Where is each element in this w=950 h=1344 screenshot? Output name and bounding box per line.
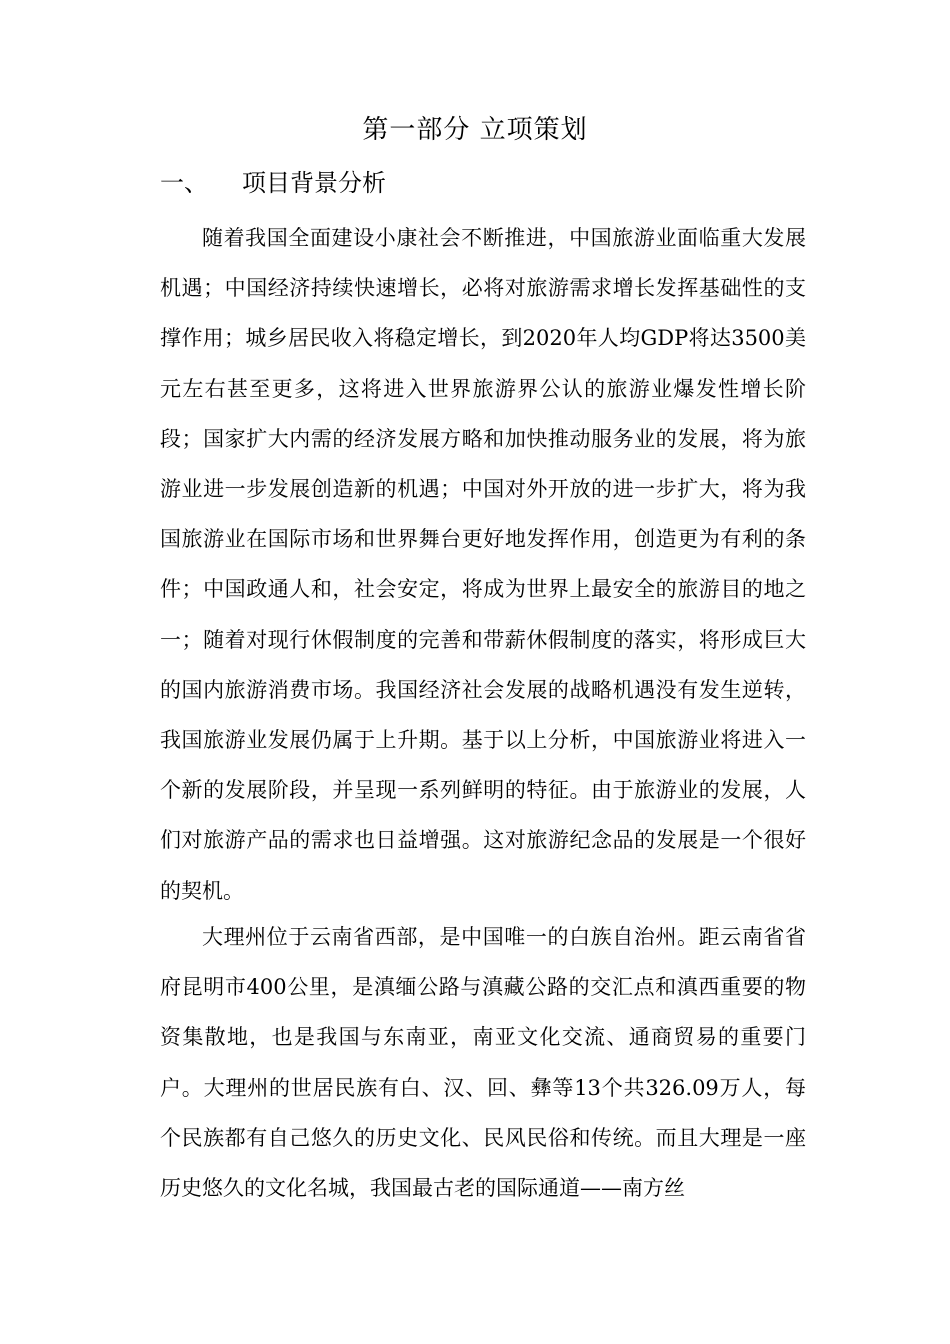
document-title: 第一部分 立项策划 [362,115,588,145]
section-title: 项目背景分析 [242,169,386,197]
section-heading [160,165,386,201]
paragraph-tourism-background: 随着我国全面建设小康社会不断推进，中国旅游业面临重大发展机遇；中国经济持续快速增长，必将对旅游需求增长发挥基础性的支撑作用；城乡居民收入将稳定增长，到2020年人均GDP将达3500美元左右甚至更多，这将进入世界旅游界公认的旅游业爆发性增长阶段；国家扩大内需的经济发展方略和加快推动服务业的发展，将为旅游业进一步发展创造新的机遇；中国对外开放的进一步扩大，将为我国旅游业在国际市场和世界舞台更好地发挥作用，创造更为有利的条件；中国政通人和，社会安定，将成为世界上最安全的旅游目的地之一；随着对现行休假制度的完善和带薪休假制度的落实，将形成巨大的国内旅游消费市场。我国经济社会发展的战略机遇没有发生逆转，我国旅游业发展仍属于上升期。基于以上分析，中国旅游业将进入一个新的发展阶段，并呈现一系列鲜明的特征。由于旅游业的发展，人们对旅游产品的需求也日益增强。这对旅游纪念品的发展是一个很好的契机。 [160,226,806,903]
paragraph-dali-intro: 大理州位于云南省西部，是中国唯一的白族自治州。距云南省省府昆明市400公里，是滇缅公路与滇藏公路的交汇点和滇西重要的物资集散地，也是我国与东南亚，南亚文化交流、通商贸易的重要门户。大理州的世居民族有白、汉、回、彝等13个共326.09万人，每个民族都有自己悠久的历史文化、民风民俗和传统。而且大理是一座历史悠久的文化名城，我国最古老的国际通道——南方丝 [160,925,806,1201]
section-number: 一、 [160,169,208,197]
